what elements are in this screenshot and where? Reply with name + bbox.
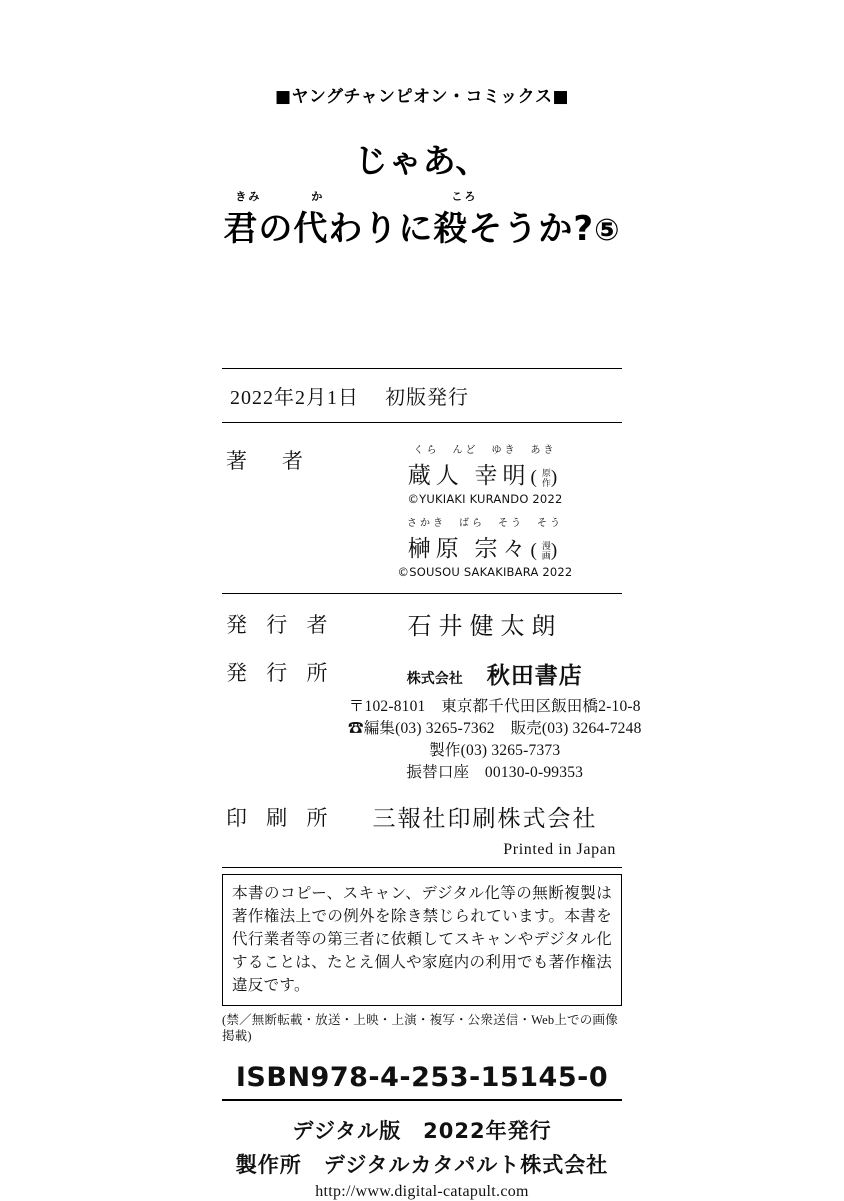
digital-producer-url[interactable]: http://www.digital-catapult.com [315, 1183, 529, 1200]
publication-edition: 初版発行 [385, 387, 469, 409]
publication-date-row [222, 369, 622, 422]
digital-edition-block [0, 1115, 844, 1201]
ruby-ka: か [311, 190, 325, 203]
address-line-2: ☎編集(03) 3265-7362 販売(03) 3264-7248 [348, 720, 642, 737]
author-1-copyright: ©YUKIAKI KURANDO 2022 [407, 492, 563, 506]
divider-before-notice [222, 867, 622, 868]
author-2-copyright: ©SOUSOU SAKAKIBARA 2022 [397, 565, 573, 579]
title-line-2-wrapper [223, 188, 620, 250]
title-block [0, 135, 844, 250]
digital-edition-line: デジタル版 2022年発行 [292, 1119, 552, 1143]
volume-number: ⑤ [594, 213, 621, 248]
company-name: 秋田書店 [486, 663, 583, 689]
publisher-value [348, 606, 622, 641]
ruby-koro: ころ [451, 190, 478, 203]
colophon-table [222, 368, 642, 868]
publishing-house-row [222, 651, 642, 790]
title-line-2 [223, 201, 620, 250]
copyright-notice-text: 本書のコピー、スキャン、デジタル化等の無断複製は著作権法上での例外を除き禁じられています。本書を代行業者等の第三者に依頼してスキャンやデジタル化することは、たとえ個人や家庭内の利用でも著作権法違反です。 [232, 885, 612, 994]
ruby-kimi: きみ [235, 190, 262, 203]
title-line-1: じゃあ、 [354, 141, 490, 180]
printer-row [222, 790, 622, 837]
publisher-name: 石井健太朗 [407, 614, 563, 640]
address-line-4: 振替口座 00130-0-99353 [406, 764, 584, 781]
printer-label: 印 刷 所 [226, 805, 335, 830]
author-values [348, 445, 622, 579]
author-1-name-line [408, 457, 562, 490]
author-1-name: 蔵人 幸明 [407, 463, 531, 488]
copyright-notice-box [222, 874, 622, 1006]
author-2-role: (漫 画) [530, 540, 563, 561]
address-block [348, 696, 642, 784]
author-1-role-bottom: 作 [541, 477, 551, 488]
author-2-name-line [408, 530, 562, 563]
address-line-1: 〒102-8101 東京都千代田区飯田橋2-10-8 [348, 698, 641, 715]
author-1-role: (原 作) [530, 467, 563, 488]
author-2-role-top: 漫 [541, 541, 551, 552]
series-banner: ■ヤングチャンピオン・コミックス■ [274, 87, 570, 107]
printer-value [348, 800, 622, 833]
title-ruby-row [223, 188, 620, 201]
company-line [348, 657, 642, 690]
copyright-notice-sub: (禁／無断転載・放送・上映・上演・複写・公衆送信・Web上での画像掲載) [222, 1013, 618, 1043]
title-line-2-text: 君の代わりに殺そうか? [223, 209, 595, 249]
author-1-role-stack [542, 469, 551, 488]
printer-name: 三報社印刷株式会社 [372, 806, 598, 831]
publishing-house-value [348, 657, 642, 784]
publisher-row [222, 594, 622, 651]
divider-under-isbn [222, 1099, 622, 1101]
author-label: 著 者 [226, 449, 310, 473]
author-1-role-top: 原 [541, 468, 551, 479]
author-row [222, 423, 622, 593]
isbn-number: ISBN978-4-253-15145-0 [235, 1062, 609, 1093]
address-line-3: 製作(03) 3265-7373 [429, 742, 561, 759]
publishing-house-label: 発 行 所 [226, 661, 335, 685]
author-2-role-bottom: 画 [541, 550, 551, 561]
author-1-ruby: くら んど ゆき あき [413, 445, 557, 456]
publisher-label: 発 行 者 [226, 612, 335, 637]
author-2-name: 榊原 宗々 [407, 536, 531, 561]
author-2-ruby: さかき ばら そう そう [407, 518, 563, 529]
company-prefix: 株式会社 [406, 671, 463, 687]
digital-producer-line: 製作所 デジタルカタパルト株式会社 [235, 1153, 609, 1177]
author-entry-1 [348, 445, 622, 506]
author-2-role-stack [542, 542, 551, 561]
author-entry-2 [348, 518, 622, 579]
printed-in-japan: Printed in Japan [503, 841, 616, 858]
publication-date: 2022年2月1日 [230, 387, 359, 409]
